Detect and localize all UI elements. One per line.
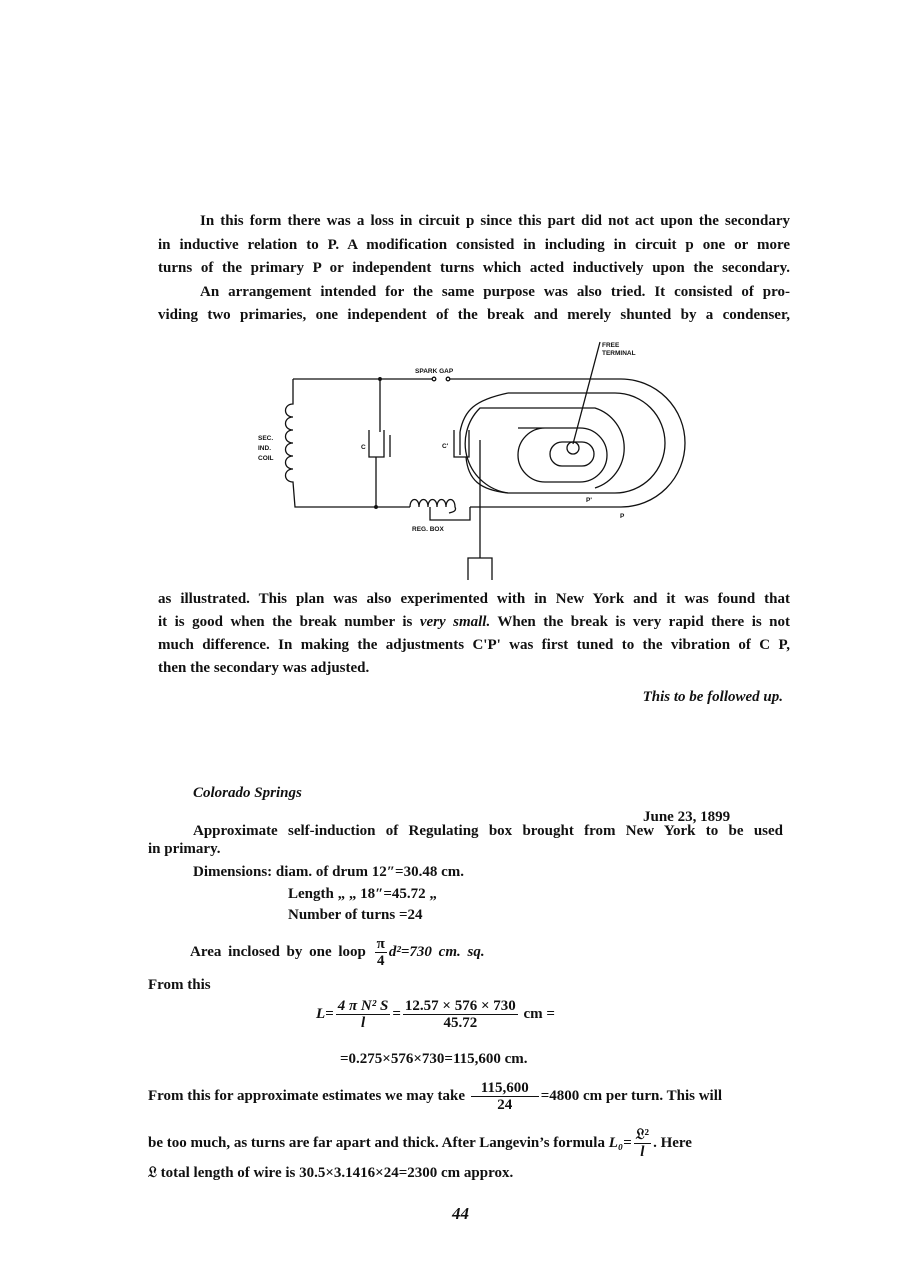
denominator: 24 xyxy=(497,1097,513,1113)
secondary-coil xyxy=(286,379,411,507)
text-span: Area inclosed by one loop xyxy=(190,943,366,960)
text-line: turns of the primary P or independent turns which acted inductively upon the secondary. xyxy=(158,260,790,276)
fraction xyxy=(471,1080,539,1113)
intro-line: in primary. xyxy=(148,841,221,857)
text-span: . Here xyxy=(653,1134,692,1151)
text-line: viding two primaries, one independent of the break and merely shunted by a condenser, xyxy=(158,307,790,323)
dimension-line: Dimensions: diam. of drum 12″=30.48 cm. xyxy=(193,864,464,880)
ground-wire xyxy=(468,440,492,580)
page-number: 44 xyxy=(452,1204,469,1223)
equals: = xyxy=(392,1005,401,1022)
text-span: From this for approximate estimates we may take xyxy=(148,1087,466,1104)
label-reg-box: REG. BOX xyxy=(412,526,444,533)
place-heading: Colorado Springs xyxy=(193,785,302,801)
text-line xyxy=(158,613,790,631)
text-span: cm = xyxy=(523,1005,555,1022)
condenser-c xyxy=(369,379,390,507)
label-spark-gap: SPARK GAP xyxy=(415,368,454,375)
date-heading: June 23, 1899 xyxy=(643,809,731,825)
text-span: =4800 cm per turn. This will xyxy=(540,1087,723,1104)
follow-up-note: This to be followed up. xyxy=(642,689,783,705)
dimension-line: Length „ „ 18″=45.72 „ xyxy=(288,886,437,902)
text-line: then the secondary was adjusted. xyxy=(158,660,370,676)
numerator: 𝔏² xyxy=(635,1127,650,1143)
numerator: π xyxy=(376,936,385,952)
label-c: C xyxy=(361,444,366,451)
area-line xyxy=(190,936,485,969)
regulating-box-coil xyxy=(410,500,470,521)
text-line: as illustrated. This plan was also experimented with in New York and it was found that xyxy=(158,591,790,607)
fraction xyxy=(403,998,518,1031)
estimate-line xyxy=(148,1080,722,1113)
wire-length-line: 𝔏 total length of wire is 30.5×3.1416×24=2300 cm approx. xyxy=(148,1165,514,1181)
spark-gap-electrode xyxy=(432,377,436,381)
spark-gap-electrode xyxy=(446,377,450,381)
text-span: When the break is very rapid there is not xyxy=(490,614,791,630)
formula-result: =0.275×576×730=115,600 cm. xyxy=(340,1051,528,1067)
text-line: An arrangement intended for the same purpose was also tried. It consisted of pro- xyxy=(200,284,790,300)
label-p-prime: P' xyxy=(586,497,592,504)
langevin-line xyxy=(148,1127,692,1160)
numerator: 4 π N² S xyxy=(337,998,389,1014)
intro-line: Approximate self-induction of Regulating box brought from New York to be used xyxy=(193,823,783,839)
denominator: 45.72 xyxy=(443,1015,478,1031)
circuit-diagram xyxy=(250,340,700,580)
from-this: From this xyxy=(148,977,211,993)
numerator: 12.57 × 576 × 730 xyxy=(404,998,516,1014)
label-p: P xyxy=(620,513,625,520)
text-span: it is good when the break number is xyxy=(158,614,420,630)
label-c-prime: C' xyxy=(442,443,449,450)
label-ind: IND. xyxy=(258,445,271,452)
fraction xyxy=(336,998,391,1031)
text-span: be too much, as turns are far apart and thick. After Langevin’s formula xyxy=(148,1134,605,1151)
denominator: l xyxy=(360,1015,366,1031)
text-line: much difference. In making the adjustments C'P' was first tuned to the vibration of C P, xyxy=(158,637,790,653)
denominator: l xyxy=(640,1144,645,1160)
label-sec: SEC. xyxy=(258,435,274,442)
label-coil: COIL xyxy=(258,455,274,462)
label-free: FREE xyxy=(602,342,620,349)
formula-lhs: L= xyxy=(316,1005,334,1022)
formula-l xyxy=(316,998,555,1031)
emphasis: very small. xyxy=(419,614,491,630)
junction-dot xyxy=(375,506,378,509)
text-line: In this form there was a loss in circuit p since this part did not act upon the secondary xyxy=(200,213,790,229)
denominator: 4 xyxy=(377,953,385,969)
label-terminal: TERMINAL xyxy=(602,350,636,357)
fraction xyxy=(375,936,387,969)
primary-p-prime xyxy=(465,393,665,493)
formula-lhs: L₀= xyxy=(608,1134,632,1151)
text-line: in inductive relation to P. A modification consisted in including in circuit p one or more xyxy=(158,237,790,253)
numerator: 115,600 xyxy=(471,1080,539,1097)
text-span: d²=730 cm. sq. xyxy=(388,943,485,960)
fraction xyxy=(634,1127,651,1160)
dimension-line: Number of turns =24 xyxy=(288,907,423,923)
